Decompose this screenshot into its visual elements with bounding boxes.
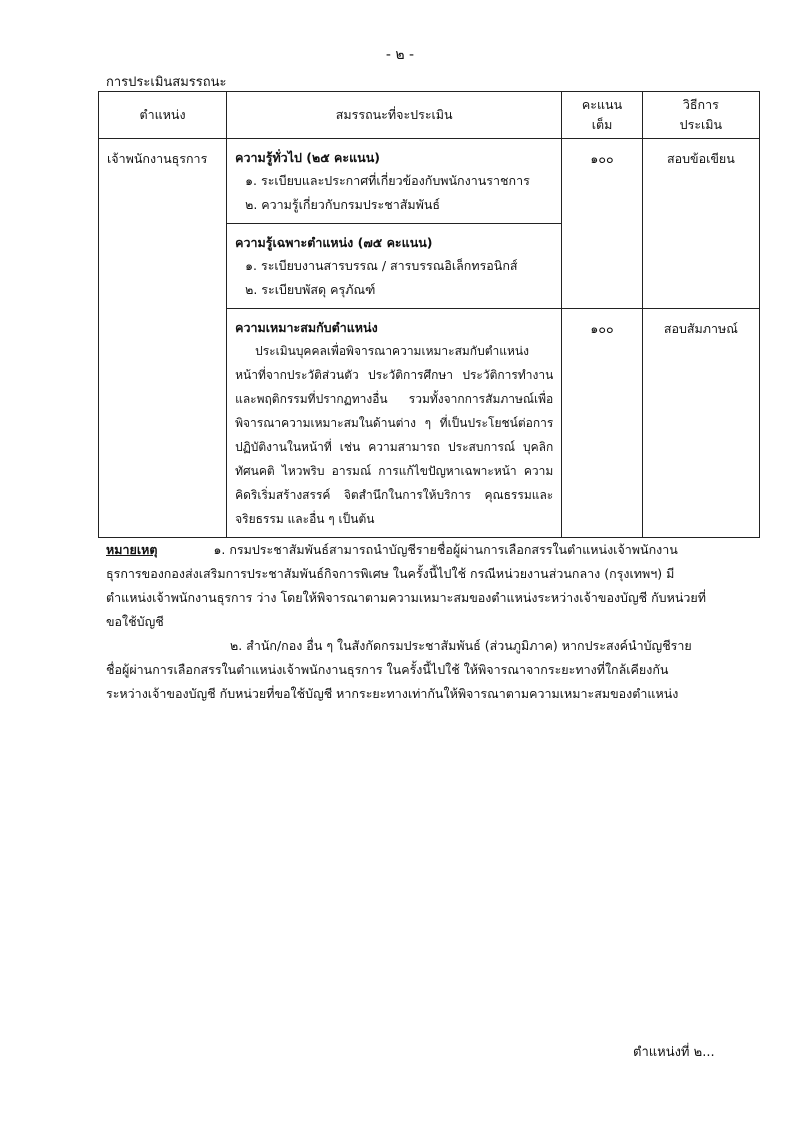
- general-knowledge-cell: [227, 139, 562, 224]
- table-row: [99, 139, 760, 224]
- section-title: การประเมินสมรรถนะ: [106, 75, 227, 90]
- header-full-score-line1: คะแนน: [581, 97, 623, 112]
- note-1-text: ๑. กรมประชาสัมพันธ์สามารถนำบัญชีรายชื่อผู้ผ่านการเลือกสรรในตำแหน่งเจ้าพนักงานธุรการของกองส่งเสริมการประชาสัมพันธ์กิจการพิเศษ ในครั้งนี้ไปใช้ กรณีหน่วยงานส่วนกลาง (กรุงเทพฯ) มีตำแหน่งเจ้าพนักงานธุรการ ว่าง โดยให้พิจารณาตามความเหมาะสมของตำแหน่งระหว่างเจ้าของบัญชี กับหน่วยที่ขอใช้บัญชี: [106, 542, 706, 629]
- header-full-score: [562, 92, 643, 139]
- header-position: ตำแหน่ง: [99, 92, 227, 139]
- suitability-text: ประเมินบุคคลเพื่อพิจารณาความเหมาะสมกับตำแหน่งหน้าที่จากประวัติส่วนตัว ประวัติการศึกษา ประวัติการทำงาน และพฤติกรรมที่ปรากฏทางอื่น รวมทั้งจากการสัมภาษณ์เพื่อพิจารณาความเหมาะสมในด้านต่าง ๆ ที่เป็นประโยชน์ต่อการปฏิบัติงานในหน้าที่ เช่น ความสามารถ ประสบการณ์ บุคลิก ทัศนคติ ไหวพริบ อารมณ์ การแก้ไขปัญหาเฉพาะหน้า ความคิดริเริ่มสร้างสรรค์ จิตสำนึกในการให้บริการ คุณธรรมและจริยธรรม และอื่น ๆ เป็นต้น: [235, 344, 554, 526]
- written-method-cell: สอบข้อเขียน: [642, 139, 759, 309]
- suitability-title: ความเหมาะสมกับตำแหน่ง: [235, 320, 378, 335]
- header-method: [642, 92, 759, 139]
- specific-knowledge-title: ความรู้เฉพาะตำแหน่ง (๗๕ คะแนน): [235, 235, 433, 250]
- general-knowledge-item: ๑. ระเบียบและประกาศที่เกี่ยวข้องกับพนักงานราชการ: [245, 173, 530, 188]
- specific-knowledge-item: ๒. ระเบียบพัสดุ ครุภัณฑ์: [245, 282, 376, 297]
- header-full-score-line2: เต็ม: [591, 117, 613, 132]
- notes: [106, 538, 706, 706]
- suitability-cell: [227, 309, 562, 538]
- note-1: [106, 538, 706, 634]
- position-cell: เจ้าพนักงานธุรการ: [99, 139, 227, 538]
- table-header-row: [99, 92, 760, 139]
- written-score-cell: ๑๐๐: [562, 139, 643, 309]
- note-2-text: ๒. สำนัก/กอง อื่น ๆ ในสังกัดกรมประชาสัมพันธ์ (ส่วนภูมิภาค) หากประสงค์นำบัญชีรายชื่อผู้ผ่านการเลือกสรรในตำแหน่งเจ้าพนักงานธุรการ ในครั้งนี้ไปใช้ ให้พิจารณาจากระยะทางที่ใกล้เคียงกันระหว่างเจ้าของบัญชี กับหน่วยที่ขอใช้บัญชี หากระยะทางเท่ากันให้พิจารณาตามความเหมาะสมของตำแหน่ง: [106, 638, 692, 701]
- specific-knowledge-item: ๑. ระเบียบงานสารบรรณ / สารบรรณอิเล็กทรอนิกส์: [245, 258, 518, 273]
- competency-table: [98, 91, 760, 538]
- page-number: - ๒ -: [385, 47, 415, 63]
- general-knowledge-title: ความรู้ทั่วไป (๒๕ คะแนน): [235, 150, 380, 165]
- header-method-line2: ประเมิน: [679, 117, 723, 132]
- specific-knowledge-cell: [227, 224, 562, 309]
- notes-label: หมายเหตุ: [106, 542, 158, 557]
- interview-score-cell: ๑๐๐: [562, 309, 643, 538]
- note-2: [106, 634, 706, 706]
- footer-continuation: ตำแหน่งที่ ๒...: [633, 1045, 715, 1060]
- header-competency: สมรรถนะที่จะประเมิน: [227, 92, 562, 139]
- interview-method-cell: สอบสัมภาษณ์: [642, 309, 759, 538]
- header-method-line1: วิธีการ: [682, 97, 719, 112]
- general-knowledge-item: ๒. ความรู้เกี่ยวกับกรมประชาสัมพันธ์: [245, 197, 440, 212]
